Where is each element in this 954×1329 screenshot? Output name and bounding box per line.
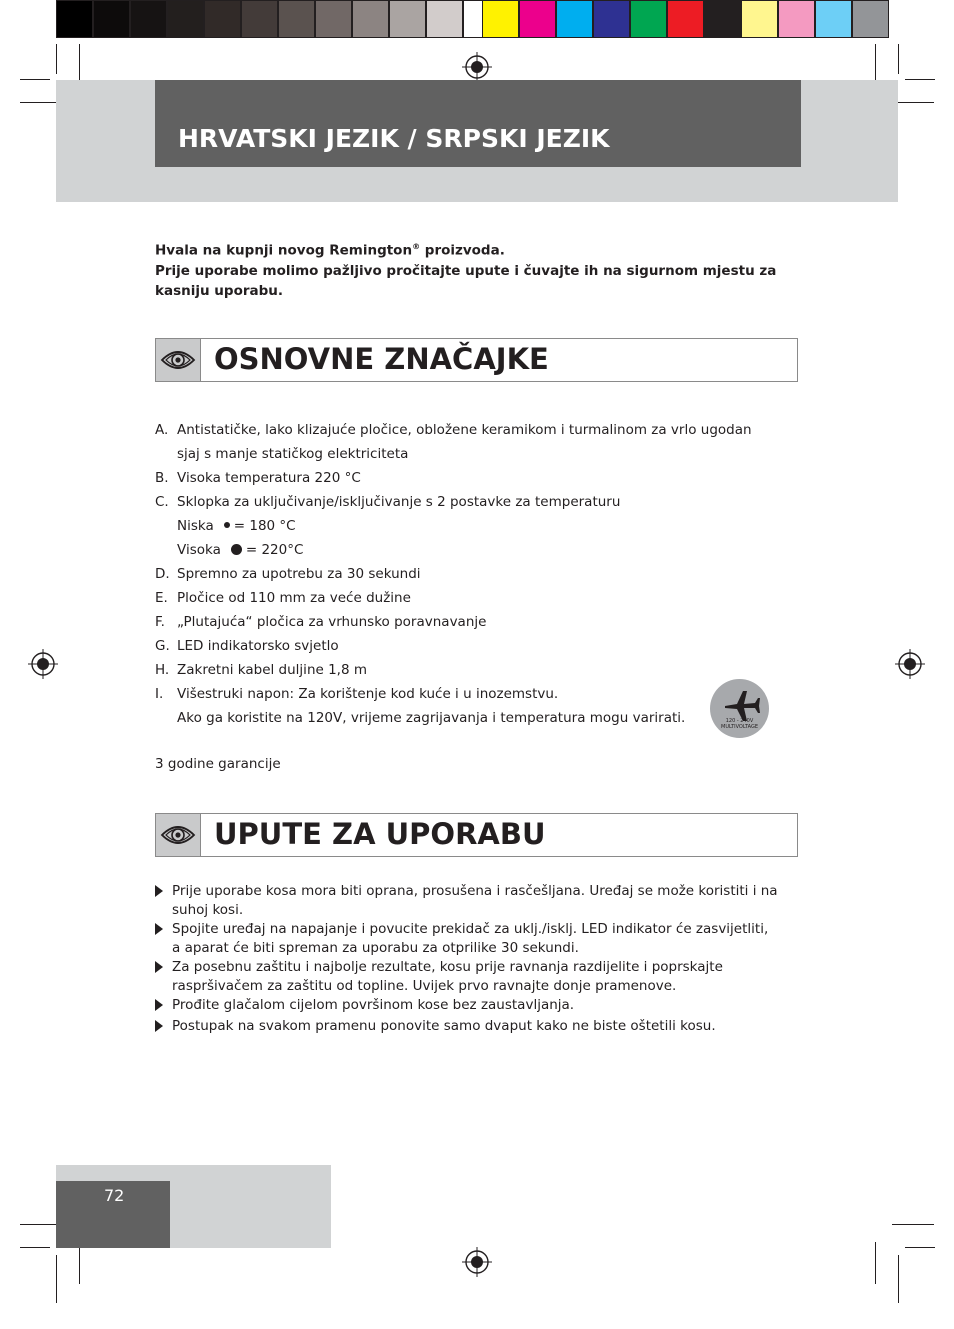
color-swatch (352, 0, 389, 38)
arrow-right-icon (155, 958, 172, 996)
usage-section-title: UPUTE ZA UPORABU (214, 817, 546, 851)
list-item: G. LED indikatorsko svjetlo (155, 638, 339, 654)
high-setting-row: Visoka = 220°C (177, 542, 304, 558)
list-item: Postupak na svakom pramenu ponovite samo dvaput kako ne biste oštetili kosu. (155, 1017, 780, 1038)
crop-mark (20, 1247, 50, 1248)
crop-mark (79, 1242, 80, 1284)
registration-mark-icon (27, 648, 59, 680)
list-item: A. Antistatičke, lako klizajuće pločice, obložene keramikom i turmalinom za vrlo ugodan (155, 422, 752, 438)
color-swatch (778, 0, 815, 38)
arrow-right-icon (155, 1017, 172, 1038)
arrow-right-icon (155, 920, 172, 958)
color-swatch (426, 0, 463, 38)
crop-mark (20, 79, 50, 80)
list-item: D. Spremno za upotrebu za 30 sekundi (155, 566, 421, 582)
crop-mark (905, 1247, 935, 1248)
intro-text (155, 237, 795, 301)
list-item: I. Višestruki napon: Za korištenje kod kuće i u inozemstvu. (155, 686, 559, 702)
features-section-title: OSNOVNE ZNAČAJKE (214, 342, 549, 376)
color-swatch (56, 0, 93, 38)
color-swatch (241, 0, 278, 38)
registration-mark-icon (894, 648, 926, 680)
crop-mark (898, 44, 899, 74)
color-swatch (315, 0, 352, 38)
large-dot-icon (231, 544, 242, 555)
arrow-right-icon (155, 882, 172, 920)
color-swatch (704, 0, 741, 38)
process-color-bar (482, 0, 889, 38)
color-swatch (667, 0, 704, 38)
grayscale-color-bar (56, 0, 500, 38)
registration-mark-icon (461, 1246, 493, 1278)
usage-section-heading (155, 813, 798, 857)
list-item: E. Pločice od 110 mm za veće dužine (155, 590, 411, 606)
list-item: Za posebnu zaštitu i najbolje rezultate, kosu prije ravnanja razdijelite i poprskajte raspršivačem za zaštitu od topline. Uvijek prvo ravnajte donje pramenove. (155, 958, 780, 996)
list-item: C. Sklopka za uključivanje/isključivanje s 2 postavke za temperaturu (155, 494, 621, 510)
crop-mark (56, 44, 57, 74)
low-setting-row: Niska = 180 °C (177, 518, 296, 534)
crop-mark (56, 1255, 57, 1303)
color-swatch (519, 0, 556, 38)
color-swatch (630, 0, 667, 38)
color-swatch (815, 0, 852, 38)
list-item: Ako ga koristite na 120V, vrijeme zagrijavanja i temperatura mogu varirati. (177, 710, 686, 726)
features-list (155, 418, 795, 730)
page-title: HRVATSKI JEZIK / SRPSKI JEZIK (178, 124, 610, 153)
list-item: H. Zakretni kabel duljine 1,8 m (155, 662, 368, 678)
eye-icon (156, 339, 201, 381)
crop-mark (898, 1255, 899, 1303)
list-item: sjaj s manje statičkog elektriciteta (177, 446, 409, 462)
color-swatch (741, 0, 778, 38)
badge-multivoltage: MULTIVOLTAGE (721, 724, 758, 730)
registration-mark-icon (461, 51, 493, 83)
usage-list (155, 882, 780, 1038)
crop-mark (875, 1242, 876, 1284)
page-number: 72 (104, 1186, 125, 1205)
eye-icon (156, 814, 201, 856)
list-item: B. Visoka temperatura 220 °C (155, 470, 361, 486)
color-swatch (593, 0, 630, 38)
multivoltage-badge (710, 679, 769, 738)
crop-mark (892, 102, 934, 103)
color-swatch (167, 0, 204, 38)
badge-voltage: 120 - 240V (725, 718, 754, 724)
list-item: Prije uporabe kosa mora biti oprana, prosušena i rasčešljana. Uređaj se može koristiti i na suhoj kosi. (155, 882, 780, 920)
arrow-right-icon (155, 996, 172, 1017)
features-section-heading (155, 338, 798, 382)
list-item: F. „Plutajuća“ pločica za vrhunsko poravnavanje (155, 614, 487, 630)
crop-mark (905, 79, 935, 80)
list-item: Spojite uređaj na napajanje i povucite prekidač za uklj./isklj. LED indikator će zasvijetliti, a aparat će biti spreman za uporabu za otprilike 30 sekundi. (155, 920, 780, 958)
color-swatch (204, 0, 241, 38)
color-swatch (93, 0, 130, 38)
color-swatch (389, 0, 426, 38)
color-swatch (852, 0, 889, 38)
crop-mark (892, 1224, 934, 1225)
warranty-text: 3 godine garancije (155, 756, 281, 772)
color-swatch (482, 0, 519, 38)
color-swatch (278, 0, 315, 38)
list-item: Prođite glačalom cijelom površinom kose bez zaustavljanja. (155, 996, 780, 1017)
intro-line-1: Hvala na kupnji novog Remington® proizvoda. (155, 242, 505, 259)
intro-line-2: Prije uporabe molimo pažljivo pročitajte upute i čuvajte ih na sigurnom mjestu za kasniju uporabu. (155, 262, 777, 299)
color-swatch (556, 0, 593, 38)
color-swatch (130, 0, 167, 38)
small-dot-icon (224, 522, 230, 528)
